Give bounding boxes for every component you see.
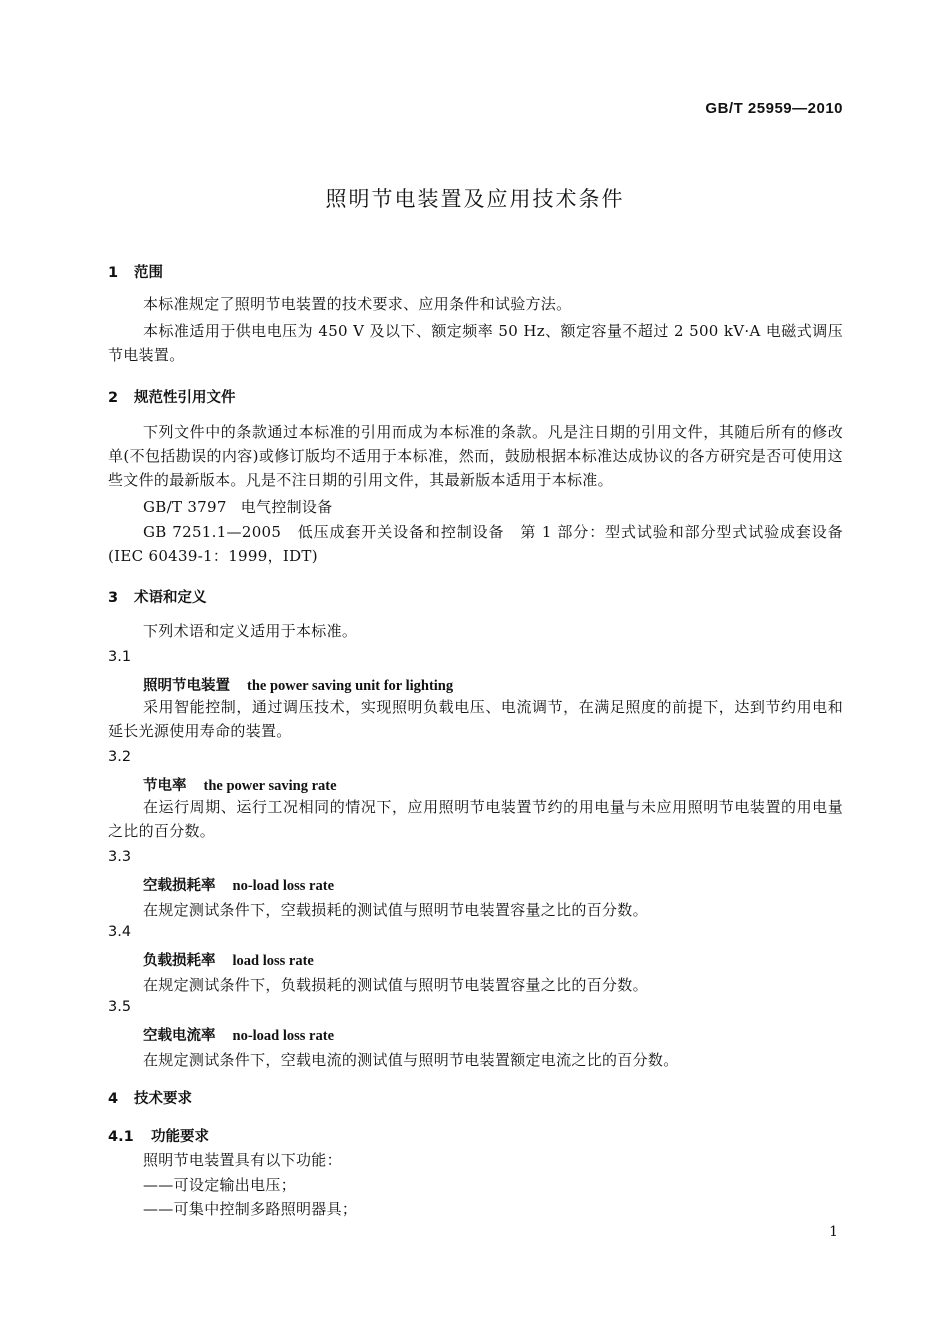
- section-number: 2: [108, 390, 119, 406]
- term-heading: [143, 874, 334, 895]
- section-4-heading: [108, 1087, 192, 1108]
- page-number: 1: [829, 1224, 838, 1240]
- list-item: ——可集中控制多路照明器具；: [143, 1200, 358, 1218]
- section-3-heading: [108, 586, 207, 607]
- reference-title: 电气控制设备: [240, 498, 333, 516]
- standard-code: GB/T 25959—2010: [705, 100, 843, 117]
- term-heading: [143, 949, 314, 970]
- term-definition: 在运行周期、运行工况相同的情况下，应用照明节电装置节约的用电量与未应用照明节电装置的用电量之比的百分数。: [108, 798, 843, 840]
- section-number: 1: [108, 265, 119, 281]
- subsection-4-1-heading: [108, 1125, 209, 1146]
- section-2-paragraph-1: 下列文件中的条款通过本标准的引用而成为本标准的条款。凡是注日期的引用文件，其随后所有的修改单(不包括勘误的内容)或修订版均不适用于本标准，然而，鼓励根据本标准达成协议的各方研究是否可使用这些文件的最新版本。凡是不注日期的引用文件，其最新版本适用于本标准。: [108, 423, 843, 489]
- section-title: 术语和定义: [134, 590, 207, 606]
- list-item: ——可设定输出电压；: [143, 1176, 297, 1194]
- section-number: 4: [108, 1091, 119, 1107]
- term-chinese: 照明节电装置: [143, 678, 230, 694]
- reference-code: GB/T 3797: [143, 498, 227, 516]
- term-number: 3.3: [108, 849, 132, 865]
- document-title: 照明节电装置及应用技术条件: [325, 187, 625, 211]
- term-english: load loss rate: [232, 953, 314, 969]
- term-chinese: 负载损耗率: [143, 953, 216, 969]
- term-number: 3.2: [108, 749, 132, 765]
- subsection-number: 4.1: [108, 1129, 134, 1145]
- section-title: 规范性引用文件: [134, 390, 236, 406]
- reference-item-2: GB 7251.1—2005 低压成套开关设备和控制设备 第 1 部分：型式试验和部分型式试验成套设备(IEC 60439-1：1999，IDT): [108, 523, 843, 565]
- term-number: 3.4: [108, 924, 132, 940]
- term-heading: [143, 774, 337, 795]
- reference-item-1: [143, 496, 333, 517]
- section-number: 3: [108, 590, 119, 606]
- term-heading: [143, 1024, 334, 1045]
- term-chinese: 空载电流率: [143, 1028, 216, 1044]
- term-chinese: 节电率: [143, 778, 187, 794]
- section-1-heading: [108, 261, 163, 282]
- term-number: 3.1: [108, 649, 132, 665]
- term-english: the power saving rate: [203, 778, 337, 794]
- subsection-4-1-intro: 照明节电装置具有以下功能：: [143, 1151, 342, 1169]
- section-1-paragraph-1: 本标准规定了照明节电装置的技术要求、应用条件和试验方法。: [143, 295, 572, 313]
- term-definition: 在规定测试条件下，空载电流的测试值与照明节电装置额定电流之比的百分数。: [143, 1051, 679, 1069]
- section-1-paragraph-2: 本标准适用于供电电压为 450 V 及以下、额定频率 50 Hz、额定容量不超过 2 500 kV·A 电磁式调压节电装置。: [108, 322, 843, 364]
- section-3-intro: 下列术语和定义适用于本标准。: [143, 622, 358, 640]
- section-title: 范围: [134, 265, 163, 281]
- section-title: 技术要求: [134, 1091, 192, 1107]
- term-heading: [143, 674, 453, 695]
- term-definition: 在规定测试条件下，负载损耗的测试值与照明节电装置容量之比的百分数。: [143, 976, 648, 994]
- subsection-title: 功能要求: [151, 1129, 209, 1145]
- term-number: 3.5: [108, 999, 132, 1015]
- term-definition: 在规定测试条件下，空载损耗的测试值与照明节电装置容量之比的百分数。: [143, 901, 648, 919]
- term-definition: 采用智能控制，通过调压技术，实现照明负载电压、电流调节，在满足照度的前提下，达到节约用电和延长光源使用寿命的装置。: [108, 698, 843, 740]
- term-english: no-load loss rate: [232, 878, 334, 894]
- term-chinese: 空载损耗率: [143, 878, 216, 894]
- section-2-heading: [108, 386, 236, 407]
- term-english: the power saving unit for lighting: [247, 678, 454, 694]
- term-english: no-load loss rate: [232, 1028, 334, 1044]
